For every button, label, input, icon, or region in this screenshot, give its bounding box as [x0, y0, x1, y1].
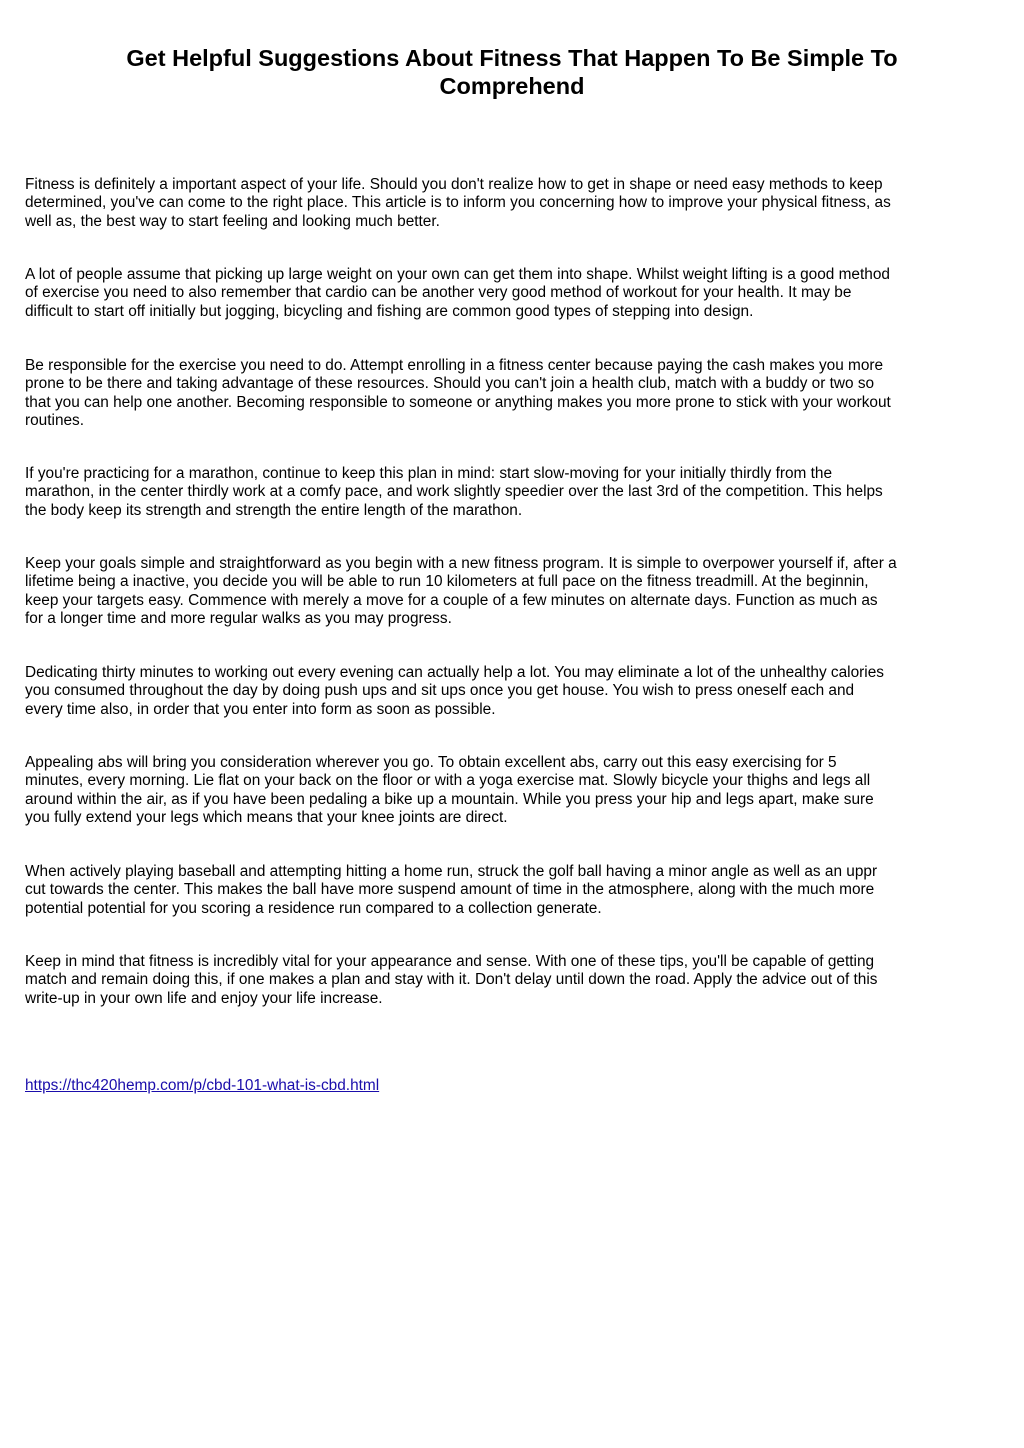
paragraph-abs: Appealing abs will bring you consideration wherever you go. To obtain excellent abs, carry out this easy exercising for 5 minutes, every morning. Lie flat on your back on the floor or with a yoga exercise mat. Slowly bicycle your thighs and legs all around within the air, as if you have been pedaling a bike up a mountain. While you press your hip and legs apart, make sure you fully extend your legs which means that your knee joints are direct.	[25, 754, 874, 826]
paragraph-accountability: Be responsible for the exercise you need to do. Attempt enrolling in a fitness center because paying the cash makes you more prone to be there and taking advantage of these resources. Should you can't join a health club, match with a buddy or two so that you can help one another. Becoming responsible to someone or anything makes you more prone to stick with your workout routines.	[25, 357, 891, 429]
paragraph-thirty-minutes: Dedicating thirty minutes to working out every evening can actually help a lot. You may eliminate a lot of the unhealthy calories you consumed throughout the day by doing push ups and sit ups once you get house. You wish to press oneself each and every time also, in order that you enter into form as soon as possible.	[25, 664, 884, 718]
source-link[interactable]: https://thc420hemp.com/p/cbd-101-what-is-cbd.html	[25, 1077, 380, 1094]
paragraph-simple-goals: Keep your goals simple and straightforward as you begin with a new fitness program. It is simple to overpower yourself if, after a lifetime being a inactive, you decide you will be able to run 10 kilometers at full pace on the fitness treadmill. At the beginnin, keep your targets easy. Commence with merely a move for a couple of a few minutes on alternate days. Function as much as for a longer time and more regular walks as you may progress.	[25, 555, 897, 627]
paragraph-intro: Fitness is definitely a important aspect of your life. Should you don't realize how to get in shape or need easy methods to keep determined, you've can come to the right place. This article is to inform you concerning how to improve your physical fitness, as well as, the best way to start feeling and looking much better.	[25, 176, 891, 230]
paragraph-weights-cardio: A lot of people assume that picking up large weight on your own can get them into shape. Whilst weight lifting is a good method of exercise you need to also remember that cardio can be another very good method of workout for your health. It may be difficult to start off initially but jogging, bicycling and fishing are common good types of stepping into design.	[25, 266, 890, 320]
paragraph-baseball: When actively playing baseball and attempting hitting a home run, struck the golf ball having a minor angle as well as an uppr cut towards the center. This makes the ball have more suspend amount of time in the atmosphere, along with the much more potential potential for you scoring a residence run compared to a collection generate.	[25, 863, 878, 917]
paragraph-conclusion: Keep in mind that fitness is incredibly vital for your appearance and sense. With one of these tips, you'll be capable of getting match and remain doing this, if one makes a plan and stay with it. Don't delay until down the road. Apply the advice out of this write-up in your own life and enjoy your life increase.	[25, 953, 878, 1007]
paragraph-marathon: If you're practicing for a marathon, continue to keep this plan in mind: start slow-moving for your initially thirdly from the marathon, in the center thirdly work at a comfy pace, and work slightly speedier over the last 3rd of the competition. This helps the body keep its strength and strength the entire length of the marathon.	[25, 465, 883, 519]
page-title: Get Helpful Suggestions About Fitness That Happen To Be Simple To Comprehend	[126, 45, 898, 99]
